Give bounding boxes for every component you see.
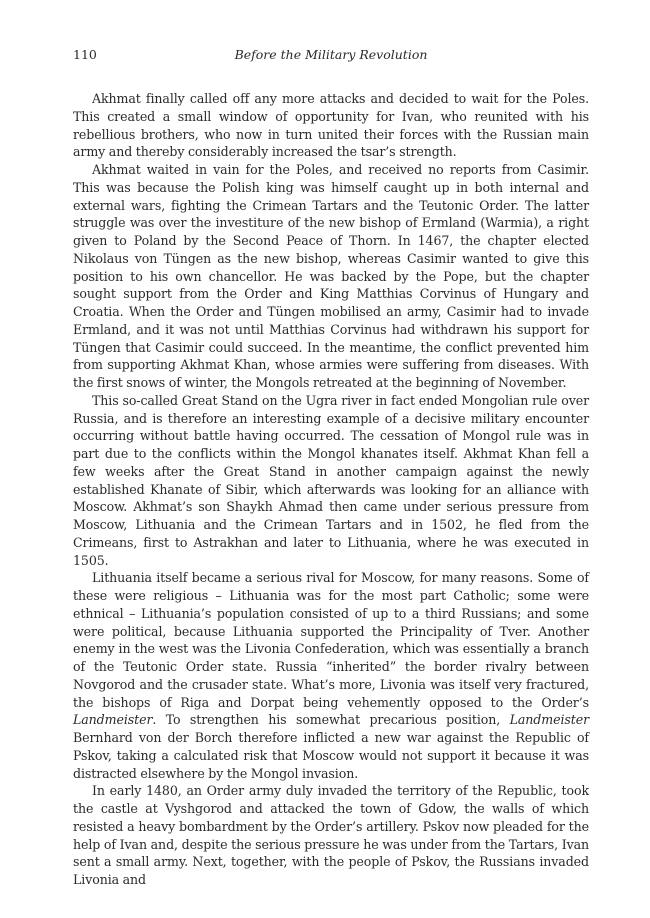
text-run: Bernhard von der Borch therefore inflicted a new war against the Republic of Pskov, taking a calculated risk that Moscow would not support it because it was distracted elsewhere by the Mongol invasion. [73,730,589,781]
page-number: 110 [73,47,97,62]
paragraph [73,90,589,161]
page-header [73,46,589,64]
text-run: In early 1480, an Order army duly invaded the territory of the Republic, took the castle at Vyshgorod and attacked the town of Gdow, the walls of which resisted a heavy bombardment by the Order’s artillery. Pskov now pleaded for the help of Ivan and, despite the serious pressure he was under from the Tartars, Ivan sent a small army. Next, together, with the people of Pskov, the Russians invaded Livonia and [73,783,589,887]
paragraph [73,569,589,782]
italic-term: Landmeister [509,712,589,728]
book-page [73,0,589,918]
italic-term: Landmeister [73,712,153,728]
paragraph [73,782,589,889]
text-run: Lithuania itself became a serious rival for Moscow, for many reasons. Some of these were religious – Lithuania was for the most part Catholic; some were ethnical – Lithuania’s population consisted of up to a third Russians; and some were political, because Lithuania supported the Principality of Tver. Another enemy in the west was the Livonia Confederation, which was essentially a branch of the Teutonic Order state. Russia “inherited” the border rivalry between Novgorod and the crusader state. What’s more, Livonia was itself very fractured, the bishops of Riga and Dorpat being vehemently opposed to the Order’s [73,570,589,710]
running-head: Before the Military Revolution [234,47,428,62]
paragraph [73,392,589,570]
text-run: This so-called Great Stand on the Ugra river in fact ended Mongolian rule over Russia, and is therefore an interesting example of a decisive military encounter occurring without battle having occurred. The cessation of Mongol rule was in part due to the conflicts within the Mongol khanates itself. Akhmat Khan fell a few weeks after the Great Stand in another campaign against the newly established Khanate of Sibir, which afterwards was looking for an alliance with Moscow. Akhmat’s son Shaykh Ahmad then came under serious pressure from Moscow, Lithuania and the Crimean Tartars and in 1502, he fled from the Crimeans, first to Astrakhan and later to Lithuania, where he was executed in 1505. [73,392,589,568]
body-text [73,90,589,889]
text-run: . To strengthen his somewhat precarious position, [152,712,510,728]
text-run: Akhmat waited in vain for the Poles, and received no reports from Casimir. This was because the Polish king was himself caught up in both internal and external wars, fighting the Crimean Tartars and the Teutonic Order. The latter struggle was over the investiture of the new bishop of Ermland (Warmia), a right given to Poland by the Second Peace of Thorn. In 1467, the chapter elected Nikolaus von Tüngen as the new bishop, whereas Casimir wanted to give this position to his own chancellor. He was backed by the Pope, but the chapter sought support from the Order and King Matthias Corvinus of Hungary and Croatia. When the Order and Tüngen mobilised an army, Casimir had to invade Ermland, and it was not until Matthias Corvinus had withdrawn his support for Tüngen that Casimir could succeed. In the meantime, the conflict prevented him from supporting Akhmat Khan, whose armies were suffering from diseases. With the first snows of winter, the Mongols retreated at the beginning of November. [73,162,589,390]
text-run: Akhmat finally called off any more attacks and decided to wait for the Poles. This created a small window of opportunity for Ivan, who reunited with his rebellious brothers, who now in turn united their forces with the Russian main army and thereby considerably increased the tsar’s strength. [73,91,589,160]
paragraph [73,161,589,392]
